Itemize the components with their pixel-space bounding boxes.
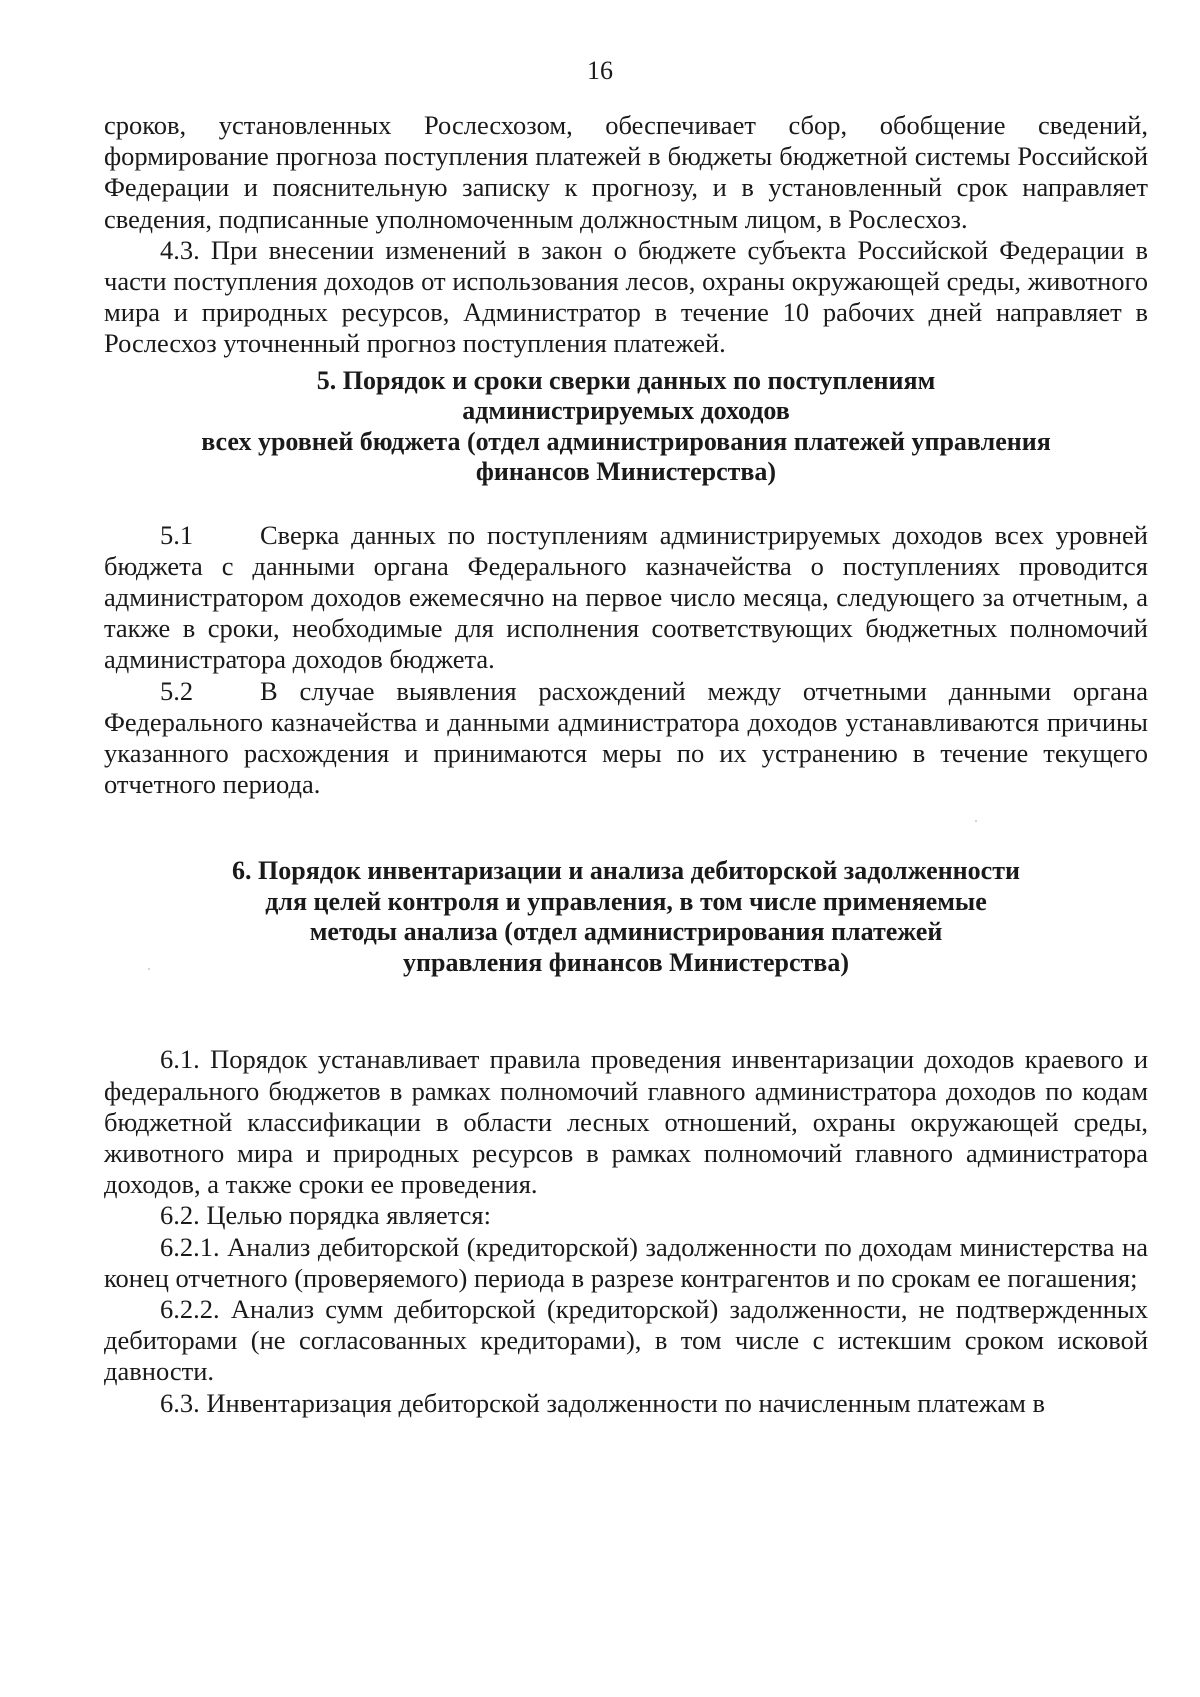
- section-6-heading-line: управления финансов Министерства): [403, 947, 849, 977]
- section-5-heading-line: финансов Министерства): [475, 457, 777, 487]
- paragraph-6-2: 6.2. Целью порядка является:: [160, 1200, 491, 1231]
- paragraph-5-1: [104, 520, 1148, 676]
- page-number: 16: [587, 56, 613, 85]
- section-5-heading-line: всех уровней бюджета (отдел администрирования платежей управления: [201, 426, 1051, 456]
- paragraph-4-3: 4.3. При внесении изменений в закон о бюджете субъекта Российской Федерации в части поступления доходов от использования лесов, охраны окружающей среды, животного мира и природных ресурсов, Администратор в течение 10 рабочих дней направляет в Рослесхоз уточненный прогноз поступления платежей.: [104, 234, 1148, 359]
- section-5-heading-line: администрируемых доходов: [462, 396, 790, 426]
- section-6-heading: [104, 856, 1148, 978]
- paragraph-6-2-2: 6.2.2. Анализ сумм дебиторской (кредиторской) задолженности, не подтвержденных дебиторами (не согласованных кредиторами), в том числе с истекшим сроком исковой давности.: [104, 1294, 1148, 1387]
- section-6-heading-line: для целей контроля и управления, в том числе применяемые: [265, 886, 987, 916]
- section-6-heading-line: 6. Порядок инвентаризации и анализа дебиторской задолженности: [232, 856, 1020, 886]
- scan-artifact: [148, 968, 150, 970]
- paragraph-5-2-number: 5.2: [160, 675, 194, 706]
- scan-artifact: [975, 820, 977, 822]
- paragraph-6-3: 6.3. Инвентаризация дебиторской задолженности по начисленным платежам в: [160, 1387, 1046, 1418]
- page-body: [104, 110, 1148, 1419]
- section-5-heading-line: 5. Порядок и сроки сверки данных по поступлениям: [316, 365, 936, 395]
- paragraph-5-1-text: Сверка данных по поступлениям администрируемых доходов всех уровней бюджета с данными органа Федерального казначейства о поступлениях проводится администратором доходов ежемесячно на первое число месяца, следующего за отчетным, а также в сроки, необходимые для исполнения соответствующих бюджетных полномочий администратора доходов бюджета.: [104, 519, 1148, 675]
- paragraph-5-1-number: 5.1: [160, 519, 194, 550]
- paragraph-5-2-text: В случае выявления расхождений между отчетными данными органа Федерального казначейства и данными администратора доходов устанавливаются причины указанного расхождения и принимаются меры по их устранению в течение текущего отчетного периода.: [104, 675, 1148, 800]
- section-5-heading: [104, 366, 1148, 488]
- paragraph-6-1: 6.1. Порядок устанавливает правила проведения инвентаризации доходов краевого и федерального бюджетов в рамках полномочий главного администратора доходов по кодам бюджетной классификации в области лесных отношений, охраны окружающей среды, животного мира и природных ресурсов в рамках полномочий главного администратора доходов, а также сроки ее проведения.: [104, 1044, 1148, 1200]
- paragraph-6-2-1: 6.2.1. Анализ дебиторской (кредиторской) задолженности по доходам министерства на конец отчетного (проверяемого) периода в разрезе контрагентов и по срокам ее погашения;: [104, 1231, 1148, 1293]
- paragraph-5-2: [104, 676, 1148, 801]
- paragraph-continuation: сроков, установленных Рослесхозом, обеспечивает сбор, обобщение сведений, формирование прогноза поступления платежей в бюджеты бюджетной системы Российской Федерации и пояснительную записку к прогнозу, и в установленный срок направляет сведения, подписанные уполномоченным должностным лицом, в Рослесхоз.: [104, 110, 1148, 234]
- section-6-heading-line: методы анализа (отдел администрирования платежей: [309, 917, 943, 947]
